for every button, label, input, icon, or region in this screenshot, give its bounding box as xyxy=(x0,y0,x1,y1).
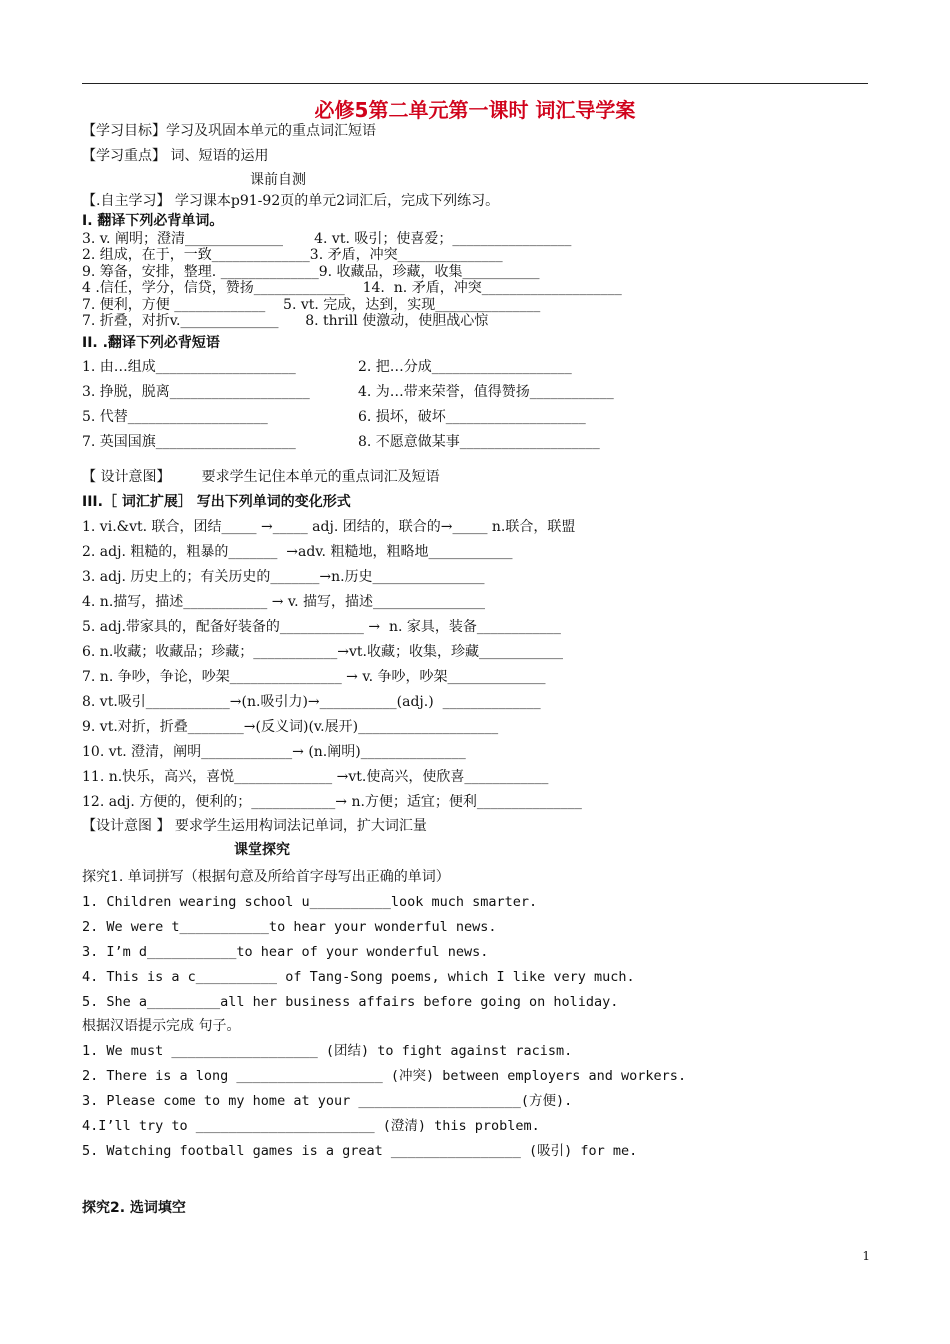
sentence-item: 5. Watching football games is a great ________________ (吸引) for me. xyxy=(82,1143,638,1159)
learning-focus: 【学习重点】 词、短语的运用 xyxy=(82,148,269,164)
section2-phrase: 1. 由…组成____________________ xyxy=(82,359,296,375)
section1-line: 3. v. 阐明；澄清______________ 4. vt. 吸引；使喜爱；_________________ xyxy=(82,231,572,247)
design-intent-2: 【设计意图 】 要求学生运用构词法记单词，扩大词汇量 xyxy=(82,818,427,834)
pretest-heading: 课前自测 xyxy=(250,172,306,188)
explore1-item: 5. She a_________all her business affairs before going on holiday. xyxy=(82,994,619,1010)
design-intent-1: 【 设计意图】 要求学生记住本单元的重点词汇及短语 xyxy=(82,469,440,485)
section3-line: 7. n. 争吵，争论，吵架________________ → v. 争吵，吵架______________ xyxy=(82,669,546,685)
section1-line: 9. 筹备，安排，整理. ______________9. 收藏品，珍藏，收集___________ xyxy=(82,264,540,280)
explore1-item: 1. Children wearing school u__________look much smarter. xyxy=(82,894,538,910)
section3-line: 6. n.收藏；收藏品；珍藏；____________→vt.收藏；收集，珍藏____________ xyxy=(82,644,563,660)
learning-goal: 【学习目标】学习及巩固本单元的重点词汇短语 xyxy=(82,123,376,139)
header-rule xyxy=(82,83,868,84)
sentence-item: 3. Please come to my home at your ____________________(方便). xyxy=(82,1093,573,1109)
section2-phrase: 2. 把…分成____________________ xyxy=(358,359,572,375)
section3-heading: III.［ 词汇扩展］ 写出下列单词的变化形式 xyxy=(82,494,351,510)
section3-line: 5. adj.带家具的，配备好装备的____________ → n. 家具，装备____________ xyxy=(82,619,561,635)
section2-phrase: 3. 挣脱，脱离____________________ xyxy=(82,384,310,400)
section1-heading: I. 翻译下列必背单词。 xyxy=(82,213,224,229)
section2-phrase: 6. 损坏，破坏____________________ xyxy=(358,409,586,425)
section2-phrase: 4. 为…带来荣誉，值得赞扬____________ xyxy=(358,384,614,400)
class-explore-heading: 课堂探究 xyxy=(234,842,290,858)
sentence-item: 4.I’ll try to ______________________ (澄清) this problem. xyxy=(82,1118,540,1134)
explore2-heading: 探究2. 选词填空 xyxy=(82,1200,186,1216)
section3-line: 9. vt.对折，折叠________→(反义词)(v.展开)____________________ xyxy=(82,719,499,735)
sentence-item: 1. We must __________________ (团结) to fight against racism. xyxy=(82,1043,573,1059)
section2-phrase: 7. 英国国旗____________________ xyxy=(82,434,296,450)
section3-line: 8. vt.吸引____________→(n.吸引力)→___________(adj.) ______________ xyxy=(82,694,541,710)
sentence-item: 2. There is a long __________________ (冲突) between employers and workers. xyxy=(82,1068,687,1084)
self-study: 【.自主学习】 学习课本p91-92页的单元2词汇后，完成下列练习。 xyxy=(82,193,500,209)
page-number: 1 xyxy=(862,1249,870,1263)
section2-heading: II. .翻译下列必背短语 xyxy=(82,335,220,351)
section1-line: 7. 折叠，对折v.______________ 8. thrill 使激动，使胆战心惊 xyxy=(82,313,489,329)
section1-line: 2. 组成，在于，一致______________3. 矛盾，冲突_______________ xyxy=(82,247,503,263)
explore1-item: 3. I’m d___________to hear of your wonderful news. xyxy=(82,944,489,960)
section1-line: 4 .信任，学分，信贷，赞扬_____________ 14. n. 矛盾，冲突____________________ xyxy=(82,280,622,296)
section3-line: 10. vt. 澄清，阐明_____________→ (n.阐明)_______________ xyxy=(82,744,466,760)
page-title: 必修5第二单元第一课时 词汇导学案 xyxy=(314,98,636,122)
sentence-completion-heading: 根据汉语提示完成 句子。 xyxy=(82,1018,241,1034)
section3-line: 1. vi.&vt. 联合，团结_____ →_____ adj. 团结的，联合的→_____ n.联合，联盟 xyxy=(82,519,576,535)
section3-line: 2. adj. 粗糙的，粗暴的_______ →adv. 粗糙地，粗略地____________ xyxy=(82,544,513,560)
section3-line: 3. adj. 历史上的；有关历史的_______→n.历史________________ xyxy=(82,569,485,585)
section2-phrase: 8. 不愿意做某事____________________ xyxy=(358,434,600,450)
explore1-heading: 探究1. 单词拼写（根据句意及所给首字母写出正确的单词） xyxy=(82,869,450,885)
section2-phrase: 5. 代替____________________ xyxy=(82,409,268,425)
section3-line: 11. n.快乐，高兴，喜悦______________ →vt.使高兴，使欣喜____________ xyxy=(82,769,549,785)
explore1-item: 2. We were t___________to hear your wonderful news. xyxy=(82,919,497,935)
section3-line: 12. adj. 方便的，便利的；____________→ n.方便；适宜；便利_______________ xyxy=(82,794,582,810)
section3-line: 4. n.描写，描述____________ → v. 描写，描述________________ xyxy=(82,594,486,610)
explore1-item: 4. This is a c__________ of Tang-Song poems, which I like very much. xyxy=(82,969,635,985)
section1-line: 7. 便利，方便 _____________ 5. vt. 完成，达到，实现_______________ xyxy=(82,297,541,313)
